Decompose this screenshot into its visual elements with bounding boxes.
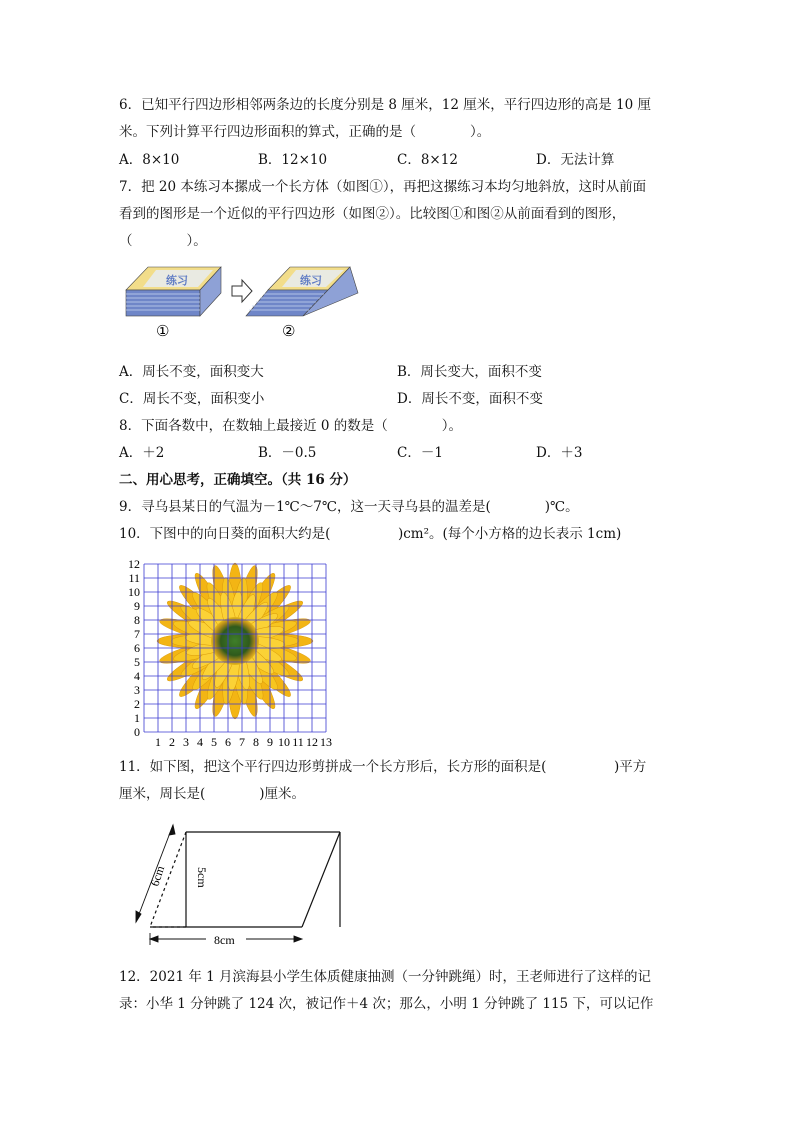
grid-x-label: 13 <box>320 735 332 748</box>
grid-x-label: 4 <box>197 735 203 748</box>
grid-x-label: 2 <box>169 735 175 748</box>
grid-y-label: 11 <box>128 571 140 585</box>
grid-x-label: 11 <box>292 735 304 748</box>
grid-y-label: 4 <box>134 669 140 683</box>
right-slant-edge <box>302 832 340 927</box>
q8-option-a: A．＋2 <box>119 445 165 461</box>
svg-text:练习: 练习 <box>300 275 322 287</box>
q7-option-c: C．周长不变，面积变小 <box>119 391 265 407</box>
grid-x-label: 9 <box>267 735 273 748</box>
parallelogram-figure <box>118 815 358 955</box>
grid-y-label: 10 <box>128 585 140 599</box>
grid-y-label: 3 <box>134 683 140 697</box>
q7-line2: 看到的图形是一个近似的平行四边形（如图②）。比较图①和图②从前面看到的图形， <box>119 206 626 222</box>
right-arrow-icon <box>232 280 252 302</box>
fig-label-1: ① <box>156 324 170 340</box>
grid-x-label: 7 <box>239 735 245 748</box>
q10-line1: 10．下图中的向日葵的面积大约是( )cm²。(每个小方格的边长表示 1cm) <box>119 526 622 542</box>
q7-line3: （ ）。 <box>119 233 207 249</box>
grid-y-label: 9 <box>134 599 140 613</box>
q8-option-c: C．－1 <box>397 445 443 461</box>
grid-y-label: 7 <box>134 627 140 641</box>
sunflower-grid-figure <box>118 552 368 748</box>
grid-y-label: 2 <box>134 697 140 711</box>
q7-option-a: A．周长不变，面积变大 <box>119 364 264 380</box>
grid-y-label: 5 <box>134 655 140 669</box>
grid-x-axis-labels <box>155 735 332 748</box>
grid-x-label: 12 <box>306 735 318 748</box>
q6-line1: 6．已知平行四边形相邻两条边的长度分别是 8 厘米，12 厘米，平行四边形的高是 10 厘 <box>119 97 651 113</box>
q8-option-b: B．－0.5 <box>258 445 317 461</box>
label-5cm: 5cm <box>195 867 209 888</box>
grid-y-axis-labels <box>128 557 140 739</box>
q11-line2: 厘米，周长是( )厘米。 <box>119 786 306 802</box>
section-2-title: 二、用心思考，正确填空。（共 16 分） <box>119 472 357 488</box>
q7-option-d: D．周长不变，面积不变 <box>397 391 543 407</box>
q7-figure <box>118 262 368 342</box>
q12-line1: 12．2021 年 1 月滨海县小学生体质健康抽测（一分钟跳绳）时，王老师进行了这样的记 <box>119 969 651 985</box>
sunflower-image <box>157 563 313 719</box>
label-6cm: 6cm <box>147 863 168 888</box>
book-stack-slanted <box>246 267 358 316</box>
q8-line1: 8．下面各数中，在数轴上最接近 0 的数是（ ）。 <box>119 418 463 434</box>
q9-line1: 9．寻乌县某日的气温为－1℃～7℃，这一天寻乌县的温差是( )℃。 <box>119 499 579 515</box>
grid-x-label: 8 <box>253 735 259 748</box>
fig-label-2: ② <box>282 324 296 340</box>
grid-x-label: 1 <box>155 735 161 748</box>
q11-line1: 11．如下图，把这个平行四边形剪拼成一个长方形后，长方形的面积是( )平方 <box>119 759 647 775</box>
q7-line1: 7．把 20 本练习本摞成一个长方体（如图①），再把这摞练习本均匀地斜放，这时从前面 <box>119 179 647 195</box>
grid-x-label: 3 <box>183 735 189 748</box>
q12-line2: 录：小华 1 分钟跳了 124 次，被记作＋4 次；那么，小明 1 分钟跳了 115 下，可以记作 <box>119 996 654 1012</box>
q6-option-a: A．8×10 <box>119 152 180 168</box>
q6-option-c: C．8×12 <box>397 152 458 168</box>
grid-x-label: 10 <box>278 735 290 748</box>
q6-option-b: B．12×10 <box>258 152 328 168</box>
label-8cm: 8cm <box>214 933 235 947</box>
grid-y-label: 0 <box>134 725 140 739</box>
grid-y-label: 12 <box>128 557 140 571</box>
grid-y-label: 1 <box>134 711 140 725</box>
grid-x-label: 5 <box>211 735 217 748</box>
q6-option-d: D．无法计算 <box>536 152 615 168</box>
grid-y-label: 8 <box>134 613 140 627</box>
q7-option-b: B．周长变大，面积不变 <box>397 364 542 380</box>
grid-y-label: 6 <box>134 641 140 655</box>
q8-option-d: D．＋3 <box>536 445 583 461</box>
q6-line2: 米。下列计算平行四边形面积的算式，正确的是（ ）。 <box>119 124 491 140</box>
grid-x-label: 6 <box>225 735 231 748</box>
svg-text:练习: 练习 <box>166 275 188 287</box>
book-stack-straight <box>126 267 221 316</box>
